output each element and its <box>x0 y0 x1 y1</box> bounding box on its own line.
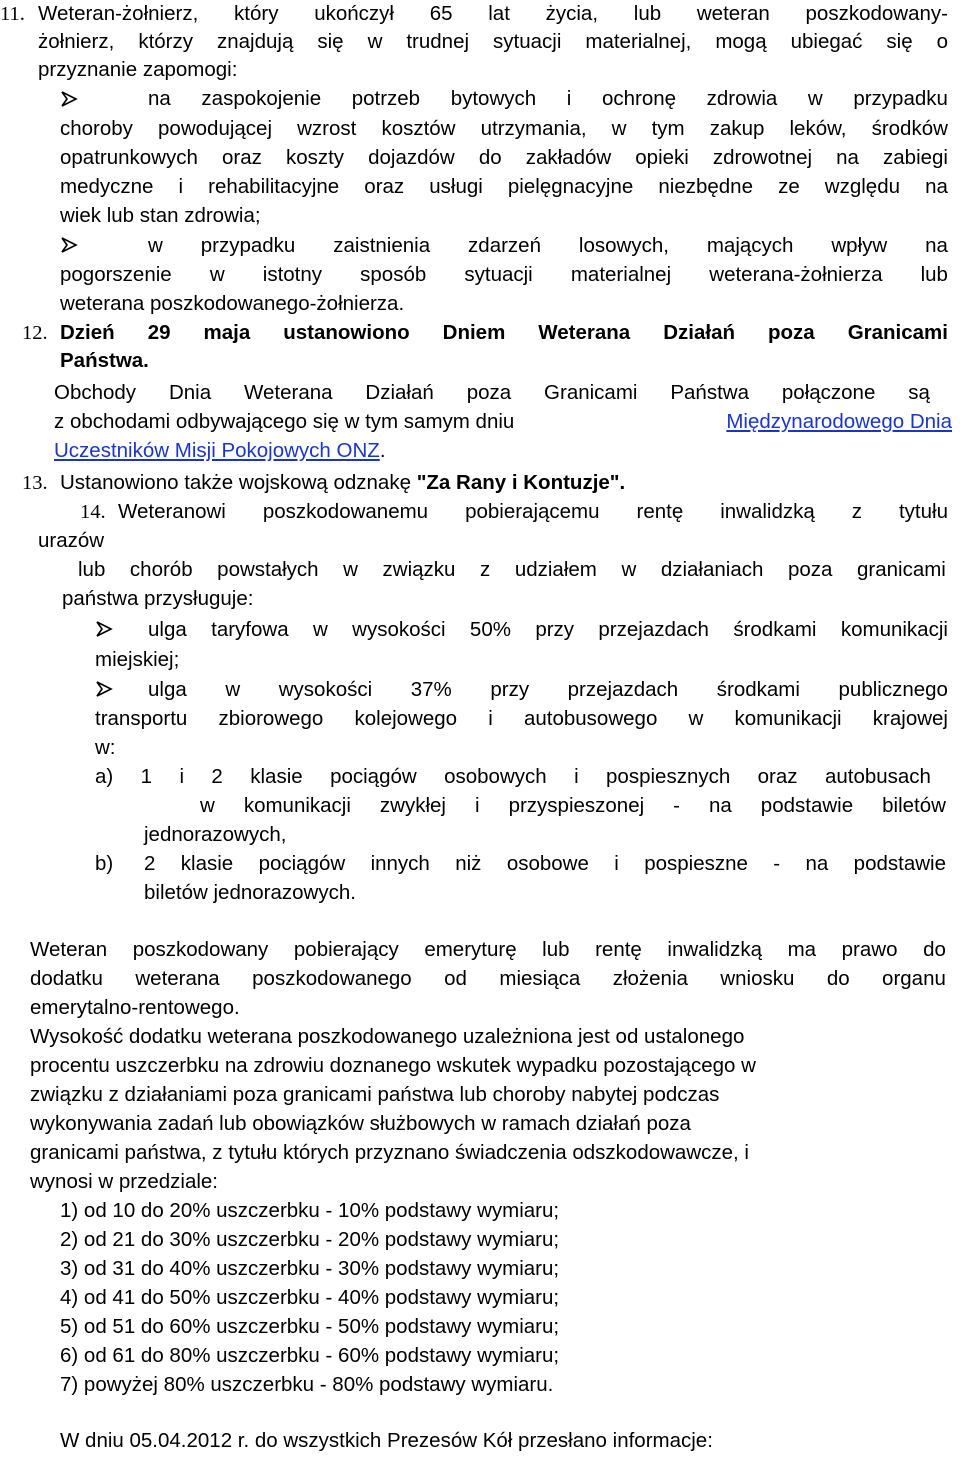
word: dodatku <box>30 967 103 990</box>
word: zabiegi <box>883 146 948 169</box>
section-14-item-b-label: b) <box>95 852 114 875</box>
word: i <box>178 175 184 198</box>
word: leków, <box>789 117 847 140</box>
word: poza <box>787 558 833 581</box>
section-14-bullet-2-line-3: w: <box>95 736 116 759</box>
section-14-bullet-2-line-1 <box>148 677 948 703</box>
section-11-bullet-1-line-2 <box>60 116 948 142</box>
section-14-line-1 <box>118 499 948 525</box>
word: sytuacji <box>493 30 562 53</box>
section-11-bullet-1-line-1 <box>148 86 948 112</box>
word: transportu <box>95 707 188 730</box>
word: osobowych <box>444 765 547 788</box>
word: autobusowego <box>523 707 658 730</box>
section-14-item-a-line-3: jednorazowych, <box>144 823 287 846</box>
word: się <box>886 30 913 53</box>
word: kosztów <box>381 117 456 140</box>
word: lub <box>78 558 106 581</box>
word: oraz <box>364 175 405 198</box>
word: i <box>488 707 493 730</box>
word: w <box>225 678 241 701</box>
word: zwykłej <box>379 794 446 817</box>
word: oraz <box>757 765 798 788</box>
word: Weterana <box>538 321 631 344</box>
word: przypadku <box>200 234 296 257</box>
dodatek-list-item: 1) od 10 do 20% uszczerbku - 10% podstawy wymiaru; <box>60 1199 560 1222</box>
word: na <box>925 175 948 198</box>
word: opatrunkowych <box>60 146 198 169</box>
dodatek-para-2-line-5: granicami państwa, z tytułu których przyznano świadczenia odszkodowawcze, i <box>30 1141 749 1164</box>
word: publicznego <box>838 678 948 701</box>
section-14-item-a-line-2 <box>200 793 946 819</box>
word: wysokości <box>352 618 446 641</box>
word: związku <box>382 558 456 581</box>
word: zbiorowego <box>218 707 324 730</box>
section-11-bullet-2-line-2 <box>60 262 948 288</box>
word: znajdują <box>217 30 294 53</box>
section-12-para-line-1 <box>54 380 930 406</box>
word: lub <box>633 2 662 25</box>
word: istotny <box>262 263 323 286</box>
section-14-line-3 <box>78 557 946 583</box>
section-11-bullet-1-line-3 <box>60 145 948 171</box>
word: maja <box>203 321 251 344</box>
word: udziałem <box>514 558 597 581</box>
word: którzy <box>138 30 194 53</box>
word: 2 <box>211 765 223 788</box>
word: do <box>826 967 850 990</box>
dodatek-para-1-line-2 <box>30 966 946 992</box>
word: Dzień <box>60 321 115 344</box>
word: i <box>179 765 185 788</box>
dodatek-para-2-line-6: wynosi w przedziale: <box>30 1170 218 1193</box>
word: przejazdach <box>598 618 709 641</box>
word: ubiegać <box>790 30 863 53</box>
word: ze <box>778 175 800 198</box>
section-14-line-2: urazów <box>38 529 105 552</box>
word: sposób <box>360 263 427 286</box>
word: podstawie <box>760 794 854 817</box>
section-12-para-line-2 <box>54 409 952 435</box>
word: lub <box>542 938 570 961</box>
dodatek-para-2-line-2: procentu uszczerbku na zdrowiu doznanego wskutek wypadku pozostającego w <box>30 1054 756 1077</box>
bullet-arrow-icon-3-wrap <box>95 617 113 643</box>
word: względu <box>824 175 901 198</box>
word: organu <box>882 967 946 990</box>
section-14-line-4: państwa przysługuje: <box>62 587 254 610</box>
word: przyspieszonej <box>508 794 645 817</box>
word: pociągów <box>330 765 417 788</box>
word: Weteranowi <box>118 500 226 523</box>
section-12-heading-line-1 <box>60 320 948 346</box>
arrowhead-bullet-icon <box>95 620 113 638</box>
word: tym <box>651 117 685 140</box>
word: do <box>478 146 502 169</box>
word: 65 <box>429 2 453 25</box>
word: koszty <box>285 146 345 169</box>
word: powodującej <box>158 117 273 140</box>
word: 2 <box>144 852 156 875</box>
bullet-arrow-icon <box>60 87 78 113</box>
word: rentę <box>636 500 684 523</box>
word: usługi <box>429 175 483 198</box>
word: środkami <box>733 618 817 641</box>
word: Działań <box>663 321 735 344</box>
dodatek-list-item: 4) od 41 do 50% uszczerbku - 40% podstawy wymiaru; <box>60 1286 560 1309</box>
word: na <box>708 794 732 817</box>
word: zakup <box>709 117 765 140</box>
dodatek-list-item: 7) powyżej 80% uszczerbku - 80% podstawy wymiaru. <box>60 1373 554 1396</box>
word: na <box>925 234 948 257</box>
word: ulga <box>148 678 187 701</box>
word: i <box>614 852 619 875</box>
link-international-day[interactable]: Międzynarodowego Dnia <box>726 410 952 433</box>
word: działaniach <box>660 558 764 581</box>
dodatek-list-item: 3) od 31 do 40% uszczerbku - 30% podstawy wymiaru; <box>60 1257 560 1280</box>
word: bytowych <box>450 87 537 110</box>
word: w <box>367 30 383 53</box>
word: mogą <box>715 30 767 53</box>
section-11-bullet-1-line-4 <box>60 174 948 200</box>
word: w <box>209 263 225 286</box>
word: w <box>621 558 637 581</box>
word: na <box>836 146 859 169</box>
word: osobowe <box>506 852 589 875</box>
word: lub <box>920 263 948 286</box>
section-12-para-line-3-end: . <box>379 439 386 462</box>
word: poszkodowanemu <box>262 500 429 523</box>
word: inwalidzką <box>720 500 815 523</box>
word: 1 <box>140 765 153 788</box>
word: prawo <box>841 938 898 961</box>
arrowhead-bullet-icon <box>95 680 113 698</box>
word: ma <box>787 938 817 961</box>
section-11-line-2 <box>38 29 948 55</box>
word: na <box>805 852 829 875</box>
link-un-peacekeepers[interactable]: Uczestników Misji Pokojowych ONZ <box>54 439 380 462</box>
dodatek-para-2-line-4: wykonywania zadań lub obowiązków służbowych w ramach działań poza <box>30 1112 691 1135</box>
word: wzrost <box>297 117 357 140</box>
word: przy <box>490 678 530 701</box>
word: taryfowa <box>211 618 289 641</box>
word: klasie <box>180 852 234 875</box>
word: pobierający <box>293 938 399 961</box>
dodatek-para-1-line-3: emerytalno-rentowego. <box>30 996 240 1019</box>
word: pociągów <box>258 852 346 875</box>
word: materialnej, <box>585 30 692 53</box>
dodatek-list-item: 6) od 61 do 80% uszczerbku - 60% podstawy wymiaru; <box>60 1344 560 1367</box>
word: zdarzeń <box>468 234 541 257</box>
bullet-arrow-icon-4-wrap <box>95 677 113 703</box>
word: kolejowego <box>354 707 458 730</box>
word: podstawie <box>853 852 946 875</box>
section-13-line <box>60 470 625 496</box>
word: życia, <box>545 2 599 25</box>
word: tytułu <box>898 500 948 523</box>
section-11-bullet-2-line-1 <box>148 233 948 259</box>
dodatek-para-1-line-1 <box>30 937 946 963</box>
word: niezbędne <box>658 175 753 198</box>
section-14-item-b-line-2: biletów jednorazowych. <box>144 881 356 904</box>
word: zdrowia <box>706 87 778 110</box>
word: oraz <box>221 146 262 169</box>
word: opieki <box>635 146 689 169</box>
section-14-number: 14. <box>80 501 106 523</box>
word: 37% <box>410 678 452 701</box>
word: Granicami <box>847 321 948 344</box>
bullet-arrow-icon-2-wrap <box>60 233 78 259</box>
arrowhead-bullet-icon <box>60 236 78 254</box>
word: autobusach <box>824 765 931 788</box>
section-11-number: 11. <box>0 3 25 25</box>
word: - <box>673 794 680 817</box>
word: trudnej <box>406 30 470 53</box>
word: od <box>444 967 467 990</box>
word: Weteran-żołnierz, <box>38 2 199 25</box>
word: pospieszne <box>644 852 748 875</box>
word: Weterana <box>244 381 333 404</box>
section-12-para-line-2-text: z obchodami odbywającego się w tym samym dniu <box>54 410 515 433</box>
word: i <box>475 794 480 817</box>
word: w <box>343 558 358 581</box>
word: środków <box>871 117 948 140</box>
word: inwalidzką <box>667 938 762 961</box>
word: w <box>200 794 215 817</box>
word: pogorszenie <box>60 263 172 286</box>
word: są <box>908 381 930 404</box>
word: dojazdów <box>368 146 455 169</box>
word: poza <box>768 321 815 344</box>
word: ochronę <box>601 87 677 110</box>
word: komunikacji <box>243 794 351 817</box>
section-14-bullet-2-line-2 <box>95 706 948 732</box>
word: w <box>807 87 823 110</box>
word: przypadku <box>853 87 948 110</box>
word: w <box>148 234 163 257</box>
word: w <box>312 618 328 641</box>
word: poszkodowany <box>132 938 269 961</box>
word: 50% <box>469 618 511 641</box>
word: zakładów <box>525 146 612 169</box>
word: a) <box>95 765 114 788</box>
word: Obchody <box>54 381 137 404</box>
word: emeryturę <box>424 938 517 961</box>
word: - <box>773 852 781 875</box>
word: komunikacji <box>734 707 842 730</box>
footer-note: W dniu 05.04.2012 r. do wszystkich Prezesów Kół przesłano informacje: <box>60 1429 713 1452</box>
word: na <box>148 87 171 110</box>
word: wniosku <box>720 967 795 990</box>
word: i <box>574 765 579 788</box>
word: Dnia <box>168 381 212 404</box>
word: w <box>611 117 627 140</box>
word: się <box>317 30 344 53</box>
word: przejazdach <box>567 678 679 701</box>
word: o <box>936 30 948 53</box>
section-12-para-line-3 <box>54 438 386 464</box>
word: w <box>688 707 704 730</box>
section-11-line-3: przyznanie zapomogi: <box>38 58 238 81</box>
word: ukończył <box>314 2 394 25</box>
word: poszkodowanego <box>252 967 412 990</box>
section-11-bullet-1-line-5: wiek lub stan zdrowia; <box>60 204 261 227</box>
word: zaspokojenie <box>201 87 322 110</box>
word: weterana <box>135 967 220 990</box>
word: wpływ <box>831 234 888 257</box>
word: weterana-żołnierza <box>709 263 883 286</box>
word: z <box>480 558 491 581</box>
section-11-bullet-2-line-3: weterana poszkodowanego-żołnierza. <box>60 292 405 315</box>
section-14-item-b-line-1 <box>144 851 946 877</box>
section-14-bullet-1-line-2: miejskiej; <box>95 648 180 671</box>
word: klasie <box>250 765 303 788</box>
word: Weteran <box>30 938 108 961</box>
word: poza <box>466 381 512 404</box>
word: środkami <box>716 678 800 701</box>
word: powstałych <box>217 558 319 581</box>
word: weteran <box>696 2 770 25</box>
word: pospiesznych <box>606 765 731 788</box>
dodatek-list-item: 5) od 51 do 60% uszczerbku - 50% podstawy wymiaru; <box>60 1315 560 1338</box>
word: materialnej <box>570 263 672 286</box>
word: wysokości <box>278 678 373 701</box>
word: poszkodowany- <box>805 2 948 25</box>
word: potrzeb <box>351 87 421 110</box>
dodatek-list-item: 2) od 21 do 30% uszczerbku - 20% podstawy wymiaru; <box>60 1228 560 1251</box>
word: 29 <box>147 321 171 344</box>
word: Granicami <box>544 381 638 404</box>
word: granicami <box>856 558 946 581</box>
section-12-heading-line-2: Państwa. <box>60 349 149 372</box>
word: do <box>923 938 946 961</box>
word: ustanowiono <box>283 321 410 344</box>
section-13-text: Ustanowiono także wojskową odznakę <box>60 471 411 494</box>
section-14-bullet-1-line-1 <box>148 617 948 643</box>
word: pielęgnacyjne <box>507 175 634 198</box>
section-13-badge-name: "Za Rany i Kontuzje". <box>416 471 626 494</box>
word: lat <box>488 2 510 25</box>
word: niż <box>455 852 482 875</box>
word: medyczne <box>60 175 154 198</box>
word: choroby <box>60 117 133 140</box>
word: chorób <box>129 558 193 581</box>
word: miesiąca <box>499 967 581 990</box>
dodatek-para-2-line-3: związku z działaniami poza granicami państwa lub choroby nabytej podczas <box>30 1083 720 1106</box>
word: rentę <box>595 938 642 961</box>
word: innych <box>370 852 430 875</box>
word: zaistnienia <box>333 234 431 257</box>
word: żołnierz, <box>38 30 115 53</box>
word: z <box>851 500 863 523</box>
dodatek-para-2-line-1: Wysokość dodatku weterana poszkodowanego uzależniona jest od ustalonego <box>30 1025 745 1048</box>
word: Państwa <box>670 381 749 404</box>
word: pobierającemu <box>465 500 600 523</box>
word: mających <box>706 234 794 257</box>
section-11-line-1 <box>38 1 948 27</box>
section-14-item-a-line-1 <box>95 764 931 790</box>
section-12-number: 12. <box>22 322 48 344</box>
arrowhead-bullet-icon <box>60 90 78 108</box>
word: komunikacji <box>840 618 948 641</box>
word: Działań <box>365 381 434 404</box>
word: zdrowotnej <box>712 146 813 169</box>
word: ulga <box>148 618 187 641</box>
word: utrzymania, <box>480 117 587 140</box>
word: przy <box>535 618 575 641</box>
word: który <box>234 2 279 25</box>
word: złożenia <box>612 967 688 990</box>
section-11-number-line <box>0 1 25 27</box>
word: losowych, <box>578 234 669 257</box>
word: Dniem <box>442 321 506 344</box>
word: rehabilitacyjne <box>208 175 340 198</box>
word: krajowej <box>872 707 948 730</box>
section-13-number: 13. <box>22 472 48 494</box>
word: i <box>566 87 572 110</box>
word: biletów <box>882 794 946 817</box>
word: połączone <box>781 381 876 404</box>
word: sytuacji <box>464 263 533 286</box>
